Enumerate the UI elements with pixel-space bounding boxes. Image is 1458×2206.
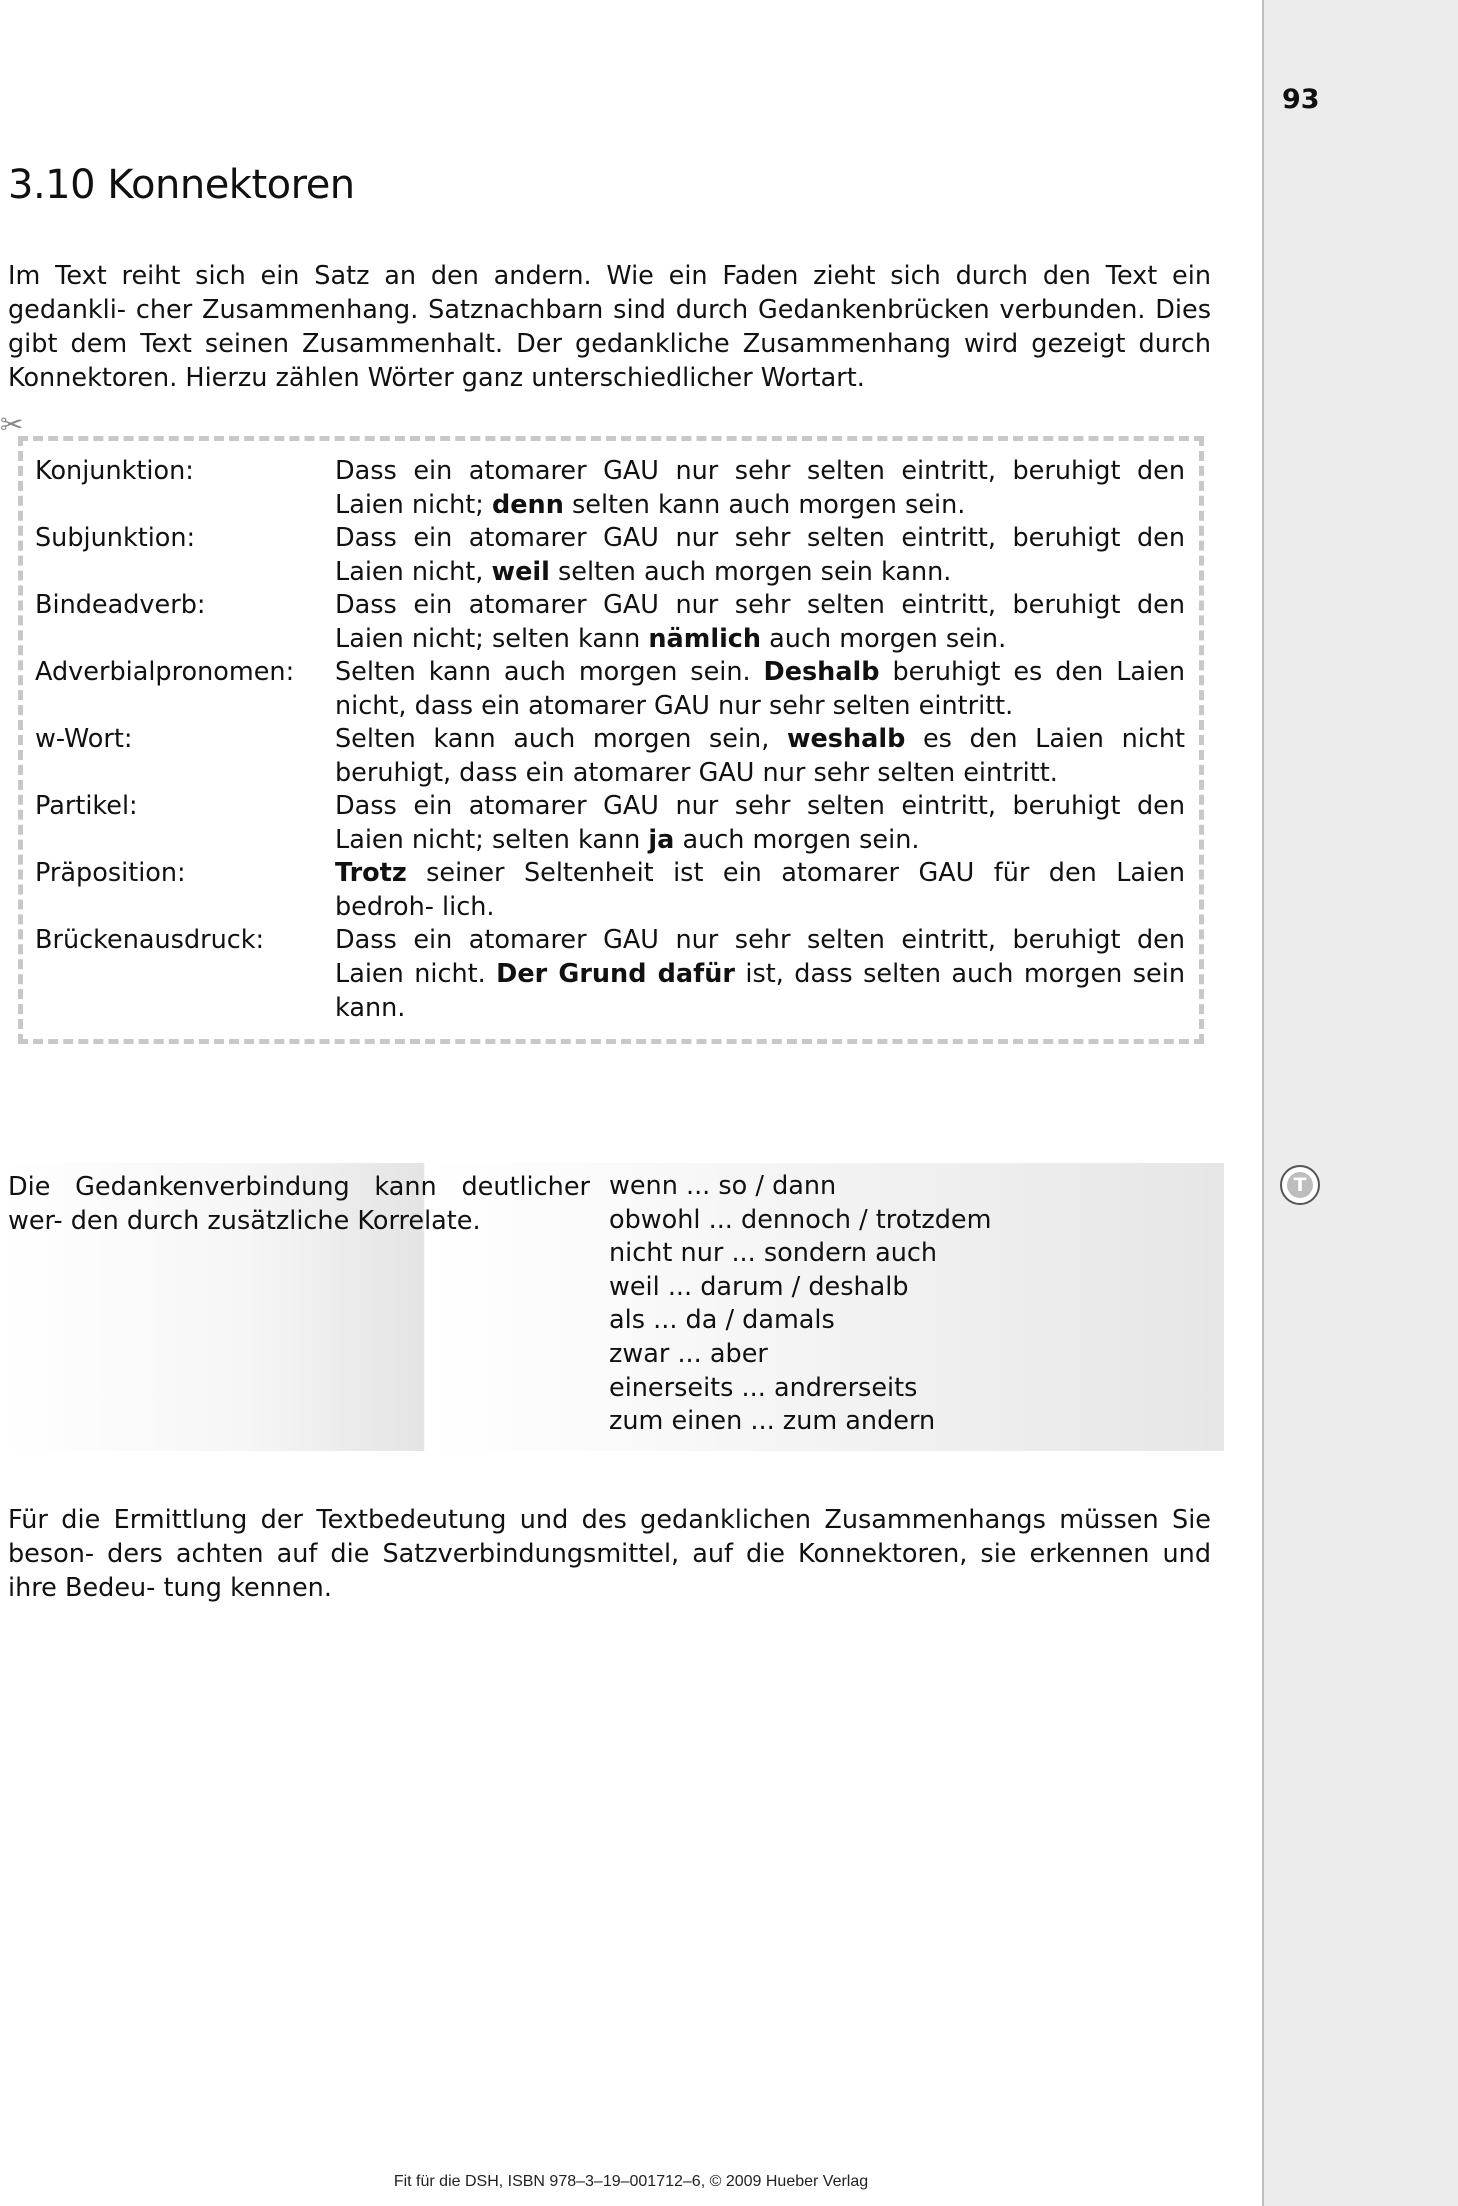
example-text-after: beruhigt es den Laien nicht, dass ein atomarer GAU nur sehr selten eintritt. xyxy=(335,657,1185,721)
example-text-before: Dass ein atomarer GAU nur sehr selten eintritt, beruhigt den Laien nicht, xyxy=(335,523,1185,587)
example-text-before: Selten kann auch morgen sein, xyxy=(335,724,787,754)
connector-example xyxy=(335,789,1185,857)
example-text-before: Selten kann auch morgen sein. xyxy=(335,657,764,687)
connector-type-label: Bindeadverb: xyxy=(35,590,206,620)
scissors-icon: ✂ xyxy=(0,408,24,441)
connector-example xyxy=(335,521,1185,589)
footer-citation: Fit für die DSH, ISBN 978–3–19–001712–6, © 2009 Hueber Verlag xyxy=(393,2173,869,2190)
correlate-item: zum einen ... zum andern xyxy=(609,1406,936,1437)
connector-example xyxy=(335,454,1185,522)
example-text-after: auch morgen sein. xyxy=(674,825,920,855)
connector-word: Trotz xyxy=(335,858,407,888)
correlate-item: zwar ... aber xyxy=(609,1338,768,1369)
example-text-after: es den Laien nicht beruhigt, dass ein atomarer GAU nur sehr selten eintritt. xyxy=(335,724,1185,788)
example-text-after: seiner Seltenheit ist ein atomarer GAU für den Laien bedroh- lich. xyxy=(335,858,1185,922)
connector-word: weil xyxy=(491,557,550,587)
example-text-after: selten auch morgen sein kann. xyxy=(549,557,952,587)
example-text-after: selten kann auch morgen sein. xyxy=(563,490,966,520)
example-text-before: Dass ein atomarer GAU nur sehr selten eintritt, beruhigt den Laien nicht; selten kann xyxy=(335,791,1185,855)
connector-type-label: w-Wort: xyxy=(35,724,133,754)
connector-example xyxy=(335,588,1185,656)
example-text-after: ist, dass selten auch morgen sein kann. xyxy=(335,959,1185,1023)
example-text-before: Dass ein atomarer GAU nur sehr selten eintritt, beruhigt den Laien nicht. xyxy=(335,925,1185,989)
connector-word: Der Grund dafür xyxy=(496,959,735,989)
example-text-before: Dass ein atomarer GAU nur sehr selten eintritt, beruhigt den Laien nicht; xyxy=(335,456,1185,520)
section-title: 3.10 Konnektoren xyxy=(8,162,355,208)
example-text-after: auch morgen sein. xyxy=(761,624,1007,654)
page-margin-sidebar xyxy=(1262,0,1458,2206)
connector-example xyxy=(335,856,1185,924)
connector-type-label: Präposition: xyxy=(35,858,186,888)
correlate-item: als ... da / damals xyxy=(609,1305,835,1336)
correlate-item: weil ... darum / deshalb xyxy=(609,1271,909,1302)
section-marker-letter: T xyxy=(1287,1172,1313,1198)
connector-type-label: Subjunktion: xyxy=(35,523,196,553)
section-marker-icon xyxy=(1280,1165,1320,1205)
connector-example xyxy=(335,655,1185,723)
correlates-description: Die Gedankenverbindung kann deutlicher wer- den durch zusätzliche Korrelate. xyxy=(8,1172,590,1236)
correlate-item: nicht nur ... sondern auch xyxy=(609,1238,938,1269)
connector-type-label: Adverbialpronomen: xyxy=(35,657,295,687)
example-text-before: Dass ein atomarer GAU nur sehr selten eintritt, beruhigt den Laien nicht; selten kann xyxy=(335,590,1185,654)
correlate-item: obwohl ... dennoch / trotzdem xyxy=(609,1204,992,1235)
connector-word: ja xyxy=(648,825,675,855)
connector-type-label: Partikel: xyxy=(35,791,138,821)
connector-type-label: Konjunktion: xyxy=(35,456,194,486)
connector-word: denn xyxy=(492,490,564,520)
intro-paragraph: Im Text reiht sich ein Satz an den andern. Wie ein Faden zieht sich durch den Text ein gedankli- cher Zusammenhang. Satznachbarn sind durch Gedankenbrücken verbunden. Dies gibt dem Text seinen Zusammenhalt. Der gedankliche Zusammenhang wird gezeigt durch Konnektoren. Hierzu zählen Wörter ganz unterschiedlicher Wortart. xyxy=(8,261,1211,393)
correlate-item: einerseits ... andrerseits xyxy=(609,1372,918,1403)
connector-type-label: Brückenausdruck: xyxy=(35,925,265,955)
closing-paragraph: Für die Ermittlung der Textbedeutung und des gedanklichen Zusammenhangs müssen Sie beson- ders achten auf die Satzverbindungsmittel, auf die Konnektoren, sie erkennen und ihre Bedeu- tung kennen. xyxy=(8,1505,1211,1603)
connector-example xyxy=(335,722,1185,790)
connector-example xyxy=(335,923,1185,1025)
connector-word: Deshalb xyxy=(763,657,880,687)
connector-word: nämlich xyxy=(648,624,762,654)
connector-word: weshalb xyxy=(786,724,906,754)
page-number: 93 xyxy=(1282,84,1320,115)
correlates-list xyxy=(609,1170,991,1439)
correlate-item: wenn ... so / dann xyxy=(609,1171,837,1201)
